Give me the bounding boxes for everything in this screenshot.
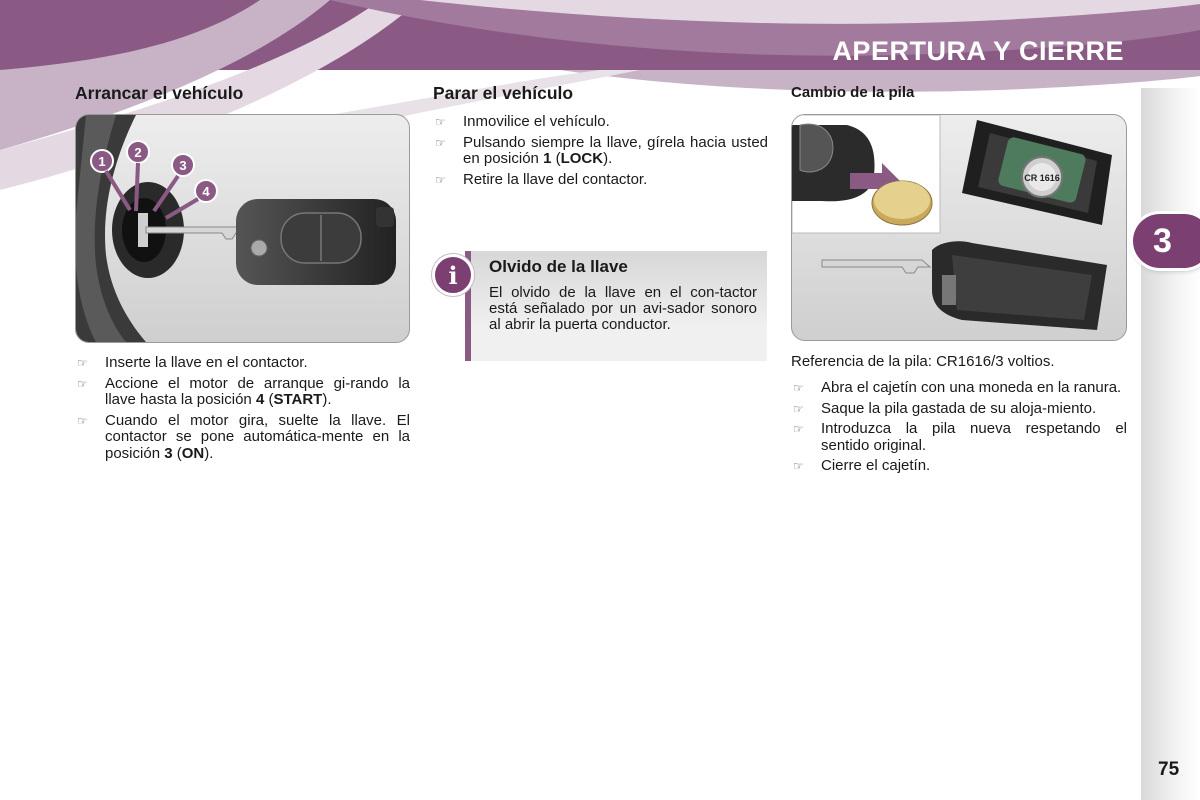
pila-list: [791, 380, 1127, 475]
note-title: Olvido de la llave: [489, 257, 628, 276]
section-parar: [433, 82, 768, 192]
chapter-tab[interactable]: 3: [1133, 214, 1200, 268]
bold-text: 3: [164, 444, 173, 462]
text: (: [172, 444, 182, 462]
battery-label: CR 1616: [1024, 173, 1060, 183]
bold-text: 1: [543, 150, 552, 167]
list-item: [433, 114, 768, 131]
pointing-hand-icon: ☞: [793, 422, 804, 436]
text: Introduzca la pila nueva respetando el sentido original.: [821, 420, 1127, 454]
bold-text: LOCK: [560, 150, 604, 167]
text: Saque la pila gastada de su aloja-miento.: [821, 399, 1097, 417]
list-item: [433, 135, 768, 168]
text: Inmovilice el vehículo.: [463, 113, 610, 130]
battery-illustration: [792, 115, 1126, 340]
heading-pila: Cambio de la pila: [791, 84, 915, 101]
position-label-3: 3: [179, 158, 187, 173]
text: (: [264, 391, 274, 408]
list-item: [791, 380, 1127, 397]
list-item: [433, 172, 768, 189]
section-arrancar: [75, 82, 410, 466]
list-item: [75, 355, 410, 372]
bold-text: START: [273, 391, 323, 408]
pointing-hand-icon: ☞: [77, 356, 88, 370]
text: ).: [322, 391, 332, 408]
heading-parar: Parar el vehículo: [433, 83, 574, 103]
pointing-hand-icon: ☞: [793, 401, 804, 416]
text: Cuando el motor gira, suelte la llave. El contactor se pone automática-mente en la posición: [105, 411, 410, 462]
position-label-4: 4: [202, 184, 210, 199]
list-item: [75, 413, 410, 463]
ignition-illustration: [76, 115, 409, 342]
bold-text: 4: [255, 391, 265, 408]
note-body: El olvido de la llave en el con-tactor está señalado por un avi-sador sonoro al abrir la puerta conductor.: [489, 284, 757, 333]
pointing-hand-icon: ☞: [435, 115, 446, 129]
pointing-hand-icon: ☞: [793, 459, 804, 473]
note-olvido: [465, 251, 767, 361]
pointing-hand-icon: ☞: [435, 172, 446, 187]
list-item: [791, 421, 1127, 454]
bold-text: ON: [181, 444, 205, 462]
text: ).: [603, 150, 613, 167]
page-title: APERTURA Y CIERRE: [832, 36, 1124, 66]
heading-arrancar: Arrancar el vehículo: [75, 83, 244, 103]
arrancar-list: [75, 355, 410, 462]
list-item: [791, 458, 1127, 475]
pointing-hand-icon: ☞: [77, 413, 88, 428]
info-icon: i: [432, 254, 474, 296]
page-number: 75: [1158, 759, 1180, 780]
section-pila: [791, 82, 1127, 479]
text: Accione el motor de arranque gi-rando la llave hasta la posición: [105, 374, 410, 408]
position-label-1: 1: [98, 154, 106, 169]
text: Pulsando siempre la llave, gírela hacia usted en posición: [463, 133, 768, 167]
list-item: [791, 401, 1127, 418]
list-item: [75, 376, 410, 409]
text: ).: [204, 444, 214, 462]
parar-list: [433, 114, 768, 188]
text: Inserte la llave en el contactor.: [105, 354, 308, 371]
battery-reference: Referencia de la pila: CR1616/3 voltios.: [791, 353, 1055, 370]
pointing-hand-icon: ☞: [435, 135, 446, 150]
text: (: [551, 150, 561, 167]
pointing-hand-icon: ☞: [77, 376, 88, 391]
battery-figure: [791, 114, 1127, 341]
ignition-figure: [75, 114, 410, 343]
text: Retire la llave del contactor.: [463, 170, 648, 188]
text: Abra el cajetín con una moneda en la ranura.: [821, 379, 1122, 396]
position-label-2: 2: [134, 145, 142, 160]
pointing-hand-icon: ☞: [793, 381, 804, 395]
text: Cierre el cajetín.: [821, 457, 931, 474]
side-strip: [1141, 88, 1200, 800]
